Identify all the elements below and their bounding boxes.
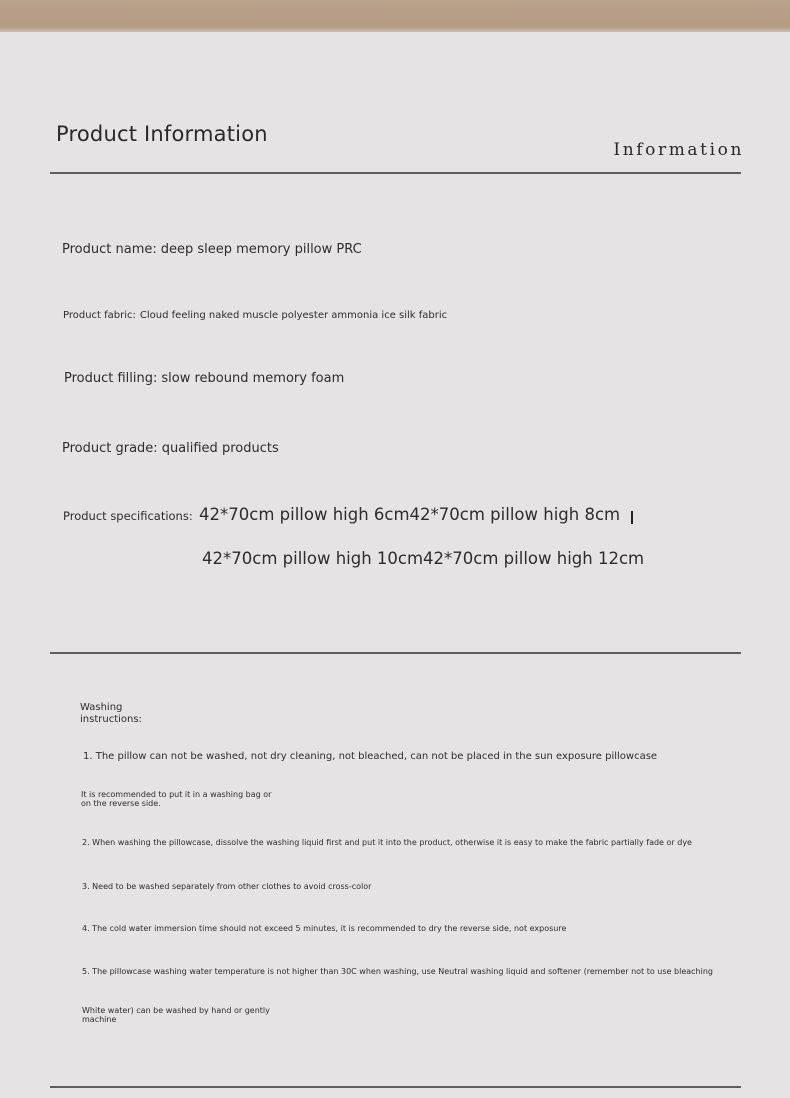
product-fabric-row	[63, 310, 447, 321]
washing-item-1: 1. The pillow can not be washed, not dry cleaning, not bleached, can not be placed in the sun exposure pillowcase	[83, 751, 658, 762]
product-filling-value: slow rebound memory foam	[161, 371, 345, 386]
product-grade-row	[62, 441, 279, 456]
washing-item-4: 4. The cold water immersion time should not exceed 5 minutes, it is recommended to dry the reverse side, not exposure	[82, 924, 567, 933]
product-filling-row	[64, 371, 344, 386]
text-cursor-mark	[631, 511, 633, 524]
divider-middle	[50, 652, 741, 654]
product-grade-label: Product grade:	[62, 441, 158, 456]
divider-bottom	[50, 1086, 741, 1088]
washing-item-2: 2. When washing the pillowcase, dissolve the washing liquid first and put it into the product, otherwise it is easy to make the fabric partially fade or dye	[82, 838, 692, 847]
page-title: Product Information	[56, 122, 268, 146]
product-filling-label: Product filling:	[64, 371, 158, 386]
product-grade-value: qualified products	[161, 441, 279, 456]
top-color-band	[0, 0, 790, 32]
washing-heading: Washing instructions:	[80, 702, 142, 725]
product-name-row	[62, 242, 362, 257]
washing-item-5-note: White water) can be washed by hand or gently machine	[82, 1006, 270, 1024]
washing-item-5: 5. The pillowcase washing water temperature is not higher than 30C when washing, use Neutral washing liquid and softener (remember not to use bleaching	[82, 967, 713, 976]
washing-item-1-note: It is recommended to put it in a washing bag or on the reverse side.	[81, 790, 272, 808]
section-subtitle: Information	[613, 140, 744, 160]
product-spec-label: Product specifications:	[63, 509, 193, 523]
divider-top	[50, 172, 741, 174]
product-fabric-value: Cloud feeling naked muscle polyester ammonia ice silk fabric	[139, 310, 448, 321]
product-spec-line-2: 42*70cm pillow high 10cm42*70cm pillow high 12cm	[202, 549, 645, 568]
product-name-value: deep sleep memory pillow PRC	[160, 242, 362, 257]
product-fabric-label: Product fabric:	[63, 310, 136, 321]
washing-item-3: 3. Need to be washed separately from other clothes to avoid cross-color	[82, 882, 372, 891]
product-spec-line-1: 42*70cm pillow high 6cm42*70cm pillow high 8cm	[199, 505, 621, 524]
product-name-label: Product name:	[62, 242, 157, 257]
